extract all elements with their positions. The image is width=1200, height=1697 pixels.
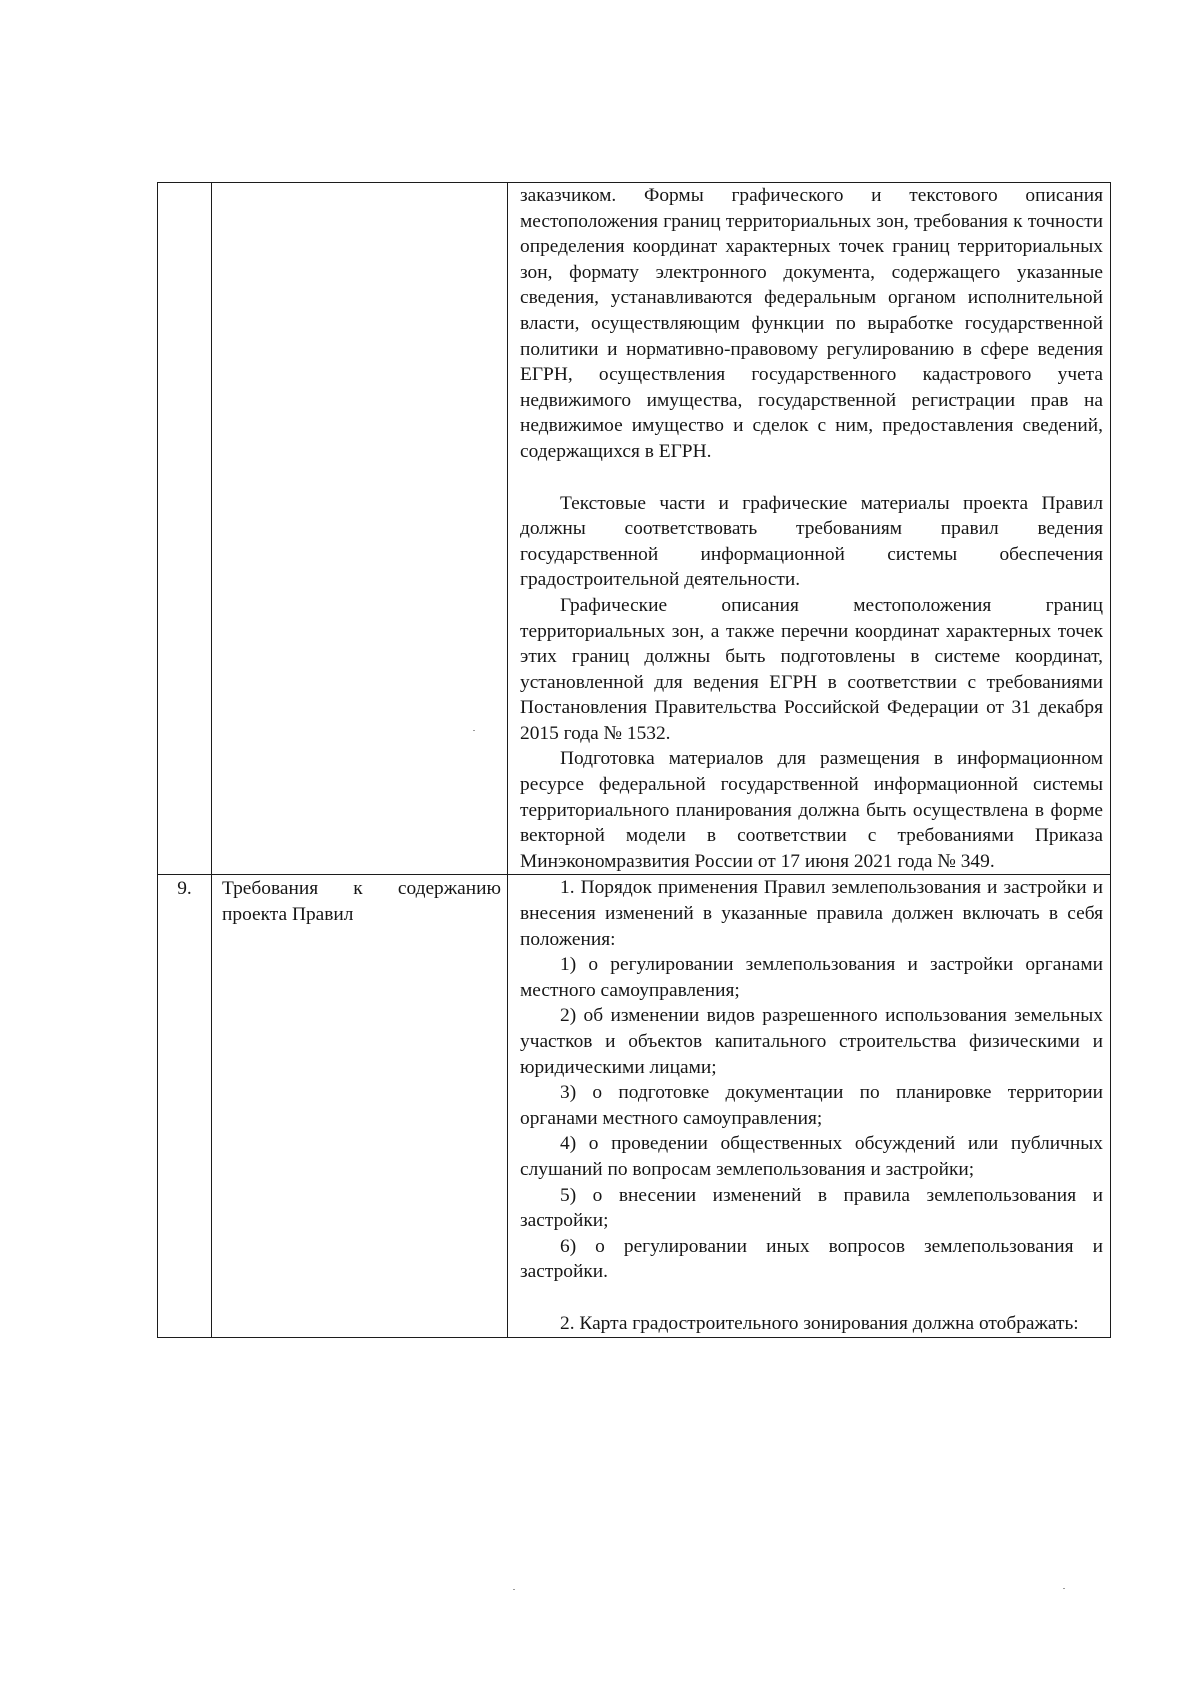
row-label-cell xyxy=(212,875,508,1337)
paragraph: Подготовка материалов для размещения в информационном ресурсе федеральной государственной информационной системы территориального планирования должна быть осуществлена в форме векторной модели в соответствии с требованиями Приказа Минэкономразвития России от 17 июня 2021 года № 349. xyxy=(520,748,1103,872)
row-label-cell xyxy=(212,183,508,875)
row-content-cell xyxy=(508,183,1111,875)
table-row xyxy=(158,875,1111,1337)
scan-speck xyxy=(473,730,475,731)
list-item: 3) о подготовке документации по планировке территории органами местного самоуправления; xyxy=(520,1082,1103,1129)
list-item: 6) о регулировании иных вопросов землепользования и застройки. xyxy=(520,1235,1103,1283)
row-label: Требования к содержанию проекта Правил xyxy=(222,878,501,926)
paragraph: 1. Порядок применения Правил землепользования и застройки и внесения изменений в указанные правила должен включать в себя положения: xyxy=(520,877,1103,950)
table-row xyxy=(158,183,1111,875)
list-item: 5) о внесении изменений в правила землепользования и застройки; xyxy=(520,1184,1103,1232)
requirements-table xyxy=(157,182,1111,1338)
paragraph: 2. Карта градостроительного зонирования должна отображать: xyxy=(560,1312,1079,1334)
paragraph: Графические описания местоположения границ территориальных зон, а также перечни координат характерных точек этих границ должны быть подготовлены в системе координат, установленной для ведения ЕГРН в соответствии с требованиями Постановления Правительства Российской Федерации от 31 декабря 2015 года № 1532. xyxy=(520,594,1103,744)
list-item: 4) о проведении общественных обсуждений или публичных слушаний по вопросам землепользования и застройки; xyxy=(520,1133,1103,1180)
paragraph: заказчиком. Формы графического и текстового описания местоположения границ территориальных зон, требования к точности определения координат характерных точек границ территориальных зон, формату электронного документа, содержащего указанные сведения, устанавливаются федеральным органом исполнительной власти, осуществляющим функции по выработке государственной политики и нормативно-правовому регулированию в сфере ведения ЕГРН, осуществления государственного кадастрового учета недвижимого имущества, государственной регистрации прав на недвижимое имущество и сделок с ним, предоставления сведений, содержащихся в ЕГРН. xyxy=(520,185,1103,462)
row-number-cell: 9. xyxy=(158,875,212,1337)
list-item: 1) о регулировании землепользования и застройки органами местного самоуправления; xyxy=(520,954,1103,1001)
row-content-cell xyxy=(508,875,1111,1337)
scan-speck xyxy=(513,1589,515,1590)
list-item: 2) об изменении видов разрешенного использования земельных участков и объектов капитального строительства физическими и юридическими лицами; xyxy=(520,1005,1103,1078)
paragraph: Текстовые части и графические материалы проекта Правил должны соответствовать требованиям правил ведения государственной информационной системы обеспечения градостроительной деятельности. xyxy=(520,492,1103,591)
row-number-cell xyxy=(158,183,212,875)
scan-speck xyxy=(1063,1588,1065,1589)
